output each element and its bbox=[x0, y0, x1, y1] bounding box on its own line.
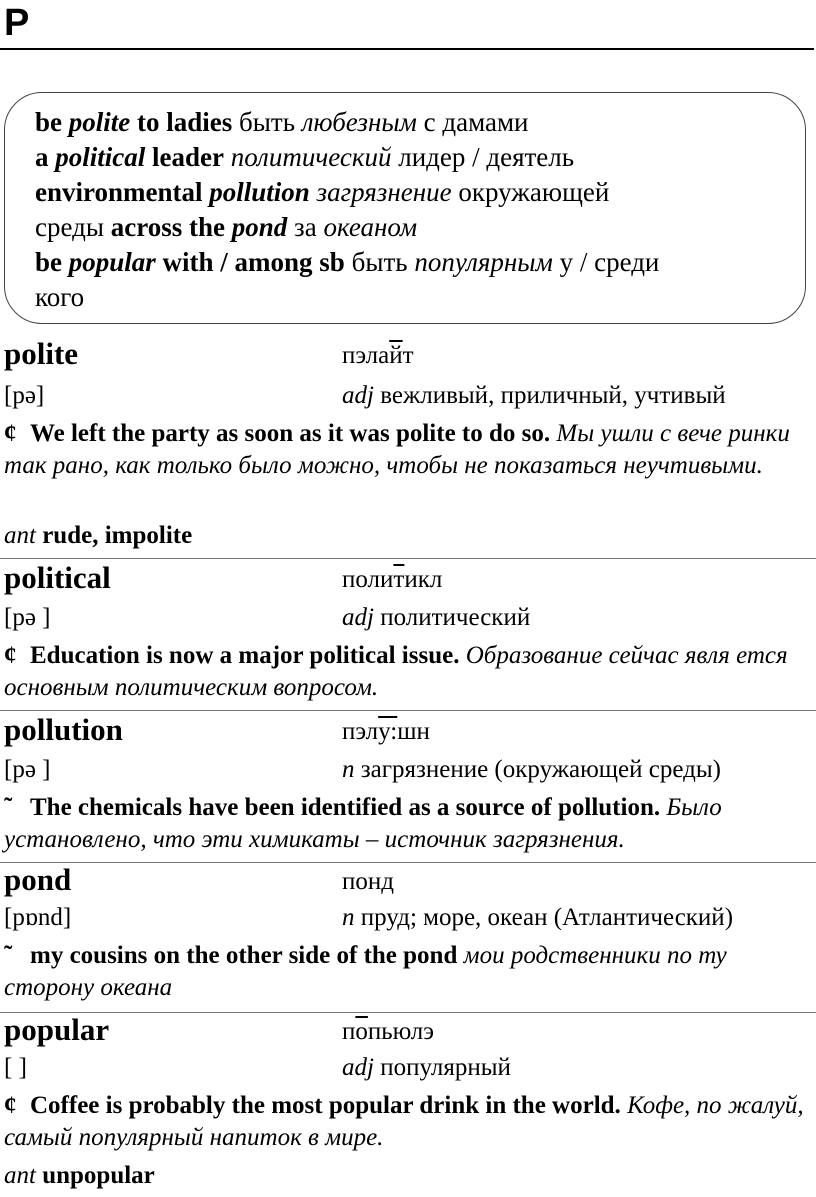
antonyms bbox=[4, 1162, 155, 1190]
example-bullet-icon: ¢ bbox=[4, 642, 17, 669]
example-ru: Образование сейчас явля ется основным политическим вопросом. bbox=[4, 642, 788, 701]
text-run: у: bbox=[378, 718, 398, 745]
text-run: с дамами bbox=[416, 107, 529, 137]
gloss-text: вежливый, приличный, учтивый bbox=[373, 382, 726, 409]
text-run: popular bbox=[68, 247, 156, 277]
text-run bbox=[310, 177, 317, 207]
text-run: шн bbox=[397, 718, 430, 745]
example bbox=[4, 1090, 804, 1154]
text-run: pond bbox=[231, 212, 288, 242]
text-run: political bbox=[55, 142, 146, 172]
gloss-text: пруд; море, океан (Атлантический) bbox=[354, 904, 734, 931]
text-run: environmental bbox=[35, 177, 210, 207]
headword: popular bbox=[4, 1012, 110, 1047]
part-of-speech: n bbox=[342, 756, 355, 783]
text-run: with / among sb bbox=[155, 247, 345, 277]
text-run: across the bbox=[110, 212, 232, 242]
example bbox=[4, 792, 804, 856]
example-en: Coffee is probably the most popular drink in the world. bbox=[30, 1092, 621, 1119]
headword: pollution bbox=[4, 712, 123, 747]
russian-pronunciation bbox=[342, 566, 442, 594]
transcription: [ ] bbox=[4, 1054, 27, 1081]
text-run: pollution bbox=[209, 177, 310, 207]
text-run: пьюлэ bbox=[367, 1018, 434, 1045]
entry-divider bbox=[0, 1012, 816, 1013]
ant-label: ant bbox=[4, 1162, 36, 1189]
text-run: й bbox=[389, 342, 403, 369]
example bbox=[4, 418, 804, 482]
text-run: за bbox=[287, 212, 324, 242]
text-run: понд bbox=[342, 868, 394, 895]
example-en: Education is now a major political issue. bbox=[30, 642, 460, 669]
headword: political bbox=[4, 560, 111, 595]
text-run: лидер / деятель bbox=[391, 142, 575, 172]
phrase-line bbox=[35, 142, 574, 172]
russian-pronunciation bbox=[342, 868, 394, 896]
part-of-speech: adj bbox=[342, 1054, 374, 1081]
text-run: быть bbox=[232, 107, 302, 137]
translation bbox=[342, 904, 733, 932]
text-run: a bbox=[35, 142, 56, 172]
gloss-text: загрязнение (окружающей среды) bbox=[354, 756, 721, 783]
translation bbox=[342, 756, 721, 784]
text-run: окружающей bbox=[451, 177, 610, 207]
example bbox=[4, 640, 804, 704]
text-run: у / среди bbox=[552, 247, 660, 277]
gloss-text: популярный bbox=[373, 1054, 511, 1081]
translation bbox=[342, 604, 530, 632]
example bbox=[4, 940, 804, 1004]
entry-divider bbox=[0, 862, 816, 863]
example-bullet-icon: ˜ bbox=[4, 794, 13, 821]
text-run: be bbox=[35, 107, 69, 137]
text-run: загрязнение bbox=[316, 177, 452, 207]
translation bbox=[342, 1054, 511, 1082]
example-en: We left the party as soon as it was polite to do so. bbox=[30, 420, 551, 447]
example-en: The chemicals have been identified as a source of pollution. bbox=[30, 794, 661, 821]
text-run: поли bbox=[342, 566, 394, 593]
phrase-line bbox=[35, 107, 529, 137]
transcription: [pə] bbox=[4, 382, 45, 409]
ant-words: rude, impolite bbox=[35, 522, 193, 549]
part-of-speech: adj bbox=[342, 604, 374, 631]
part-of-speech: n bbox=[342, 904, 355, 931]
transcription: [pə ] bbox=[4, 756, 51, 783]
section-letter: P bbox=[4, 2, 30, 44]
text-run: to ladies bbox=[130, 107, 233, 137]
russian-pronunciation bbox=[342, 1018, 434, 1046]
text-run: пэла bbox=[342, 342, 390, 369]
ant-label: ant bbox=[4, 522, 36, 549]
example-bullet-icon: ¢ bbox=[4, 420, 17, 447]
example-ru: мои родственники по ту сторону океана bbox=[4, 942, 727, 1001]
russian-pronunciation bbox=[342, 718, 430, 746]
antonyms bbox=[4, 522, 192, 550]
text-run: любезным bbox=[301, 107, 417, 137]
text-run bbox=[224, 142, 231, 172]
example-en: my cousins on the other side of the pond bbox=[30, 942, 458, 969]
text-run: популярным bbox=[414, 247, 553, 277]
entry-divider bbox=[0, 710, 816, 711]
example-bullet-icon: ˜ bbox=[4, 942, 13, 969]
headword: pond bbox=[4, 862, 72, 897]
text-run: п bbox=[342, 1018, 356, 1045]
example-bullet-icon: ¢ bbox=[4, 1092, 17, 1119]
ant-words: unpopular bbox=[35, 1162, 155, 1189]
phrase-line bbox=[35, 212, 417, 242]
phrase-line bbox=[35, 247, 659, 277]
text-run: т bbox=[393, 566, 405, 593]
headword: polite bbox=[4, 336, 79, 371]
phrase-line bbox=[35, 282, 84, 312]
example-ru: Было установлено, что эти химикаты – источник загрязнения. bbox=[4, 794, 722, 853]
transcription: [pə ] bbox=[4, 604, 51, 631]
text-run: пэл bbox=[342, 718, 379, 745]
phrase-box bbox=[4, 92, 806, 324]
example-ru: Мы ушли с вече ринки так рано, как только было можно, чтобы не показаться неучтивыми. bbox=[4, 420, 790, 479]
text-run: политический bbox=[230, 142, 392, 172]
text-run: океаном bbox=[323, 212, 418, 242]
translation bbox=[342, 382, 726, 410]
part-of-speech: adj bbox=[342, 382, 374, 409]
example-ru: Кофе, по жалуй, самый популярный напиток в мире. bbox=[4, 1092, 804, 1151]
text-run: polite bbox=[68, 107, 131, 137]
text-run: быть bbox=[344, 247, 415, 277]
text-run: be bbox=[35, 247, 69, 277]
phrase-line bbox=[35, 177, 609, 207]
text-run: leader bbox=[145, 142, 224, 172]
text-run: среды bbox=[35, 212, 111, 242]
transcription: [pɒnd] bbox=[4, 904, 72, 931]
text-run: о bbox=[355, 1018, 368, 1045]
text-run: кого bbox=[35, 282, 85, 312]
header-divider bbox=[0, 48, 814, 50]
gloss-text: политический bbox=[373, 604, 531, 631]
entry-divider bbox=[0, 558, 816, 559]
text-run: икл bbox=[404, 566, 443, 593]
text-run: т bbox=[402, 342, 414, 369]
russian-pronunciation bbox=[342, 342, 414, 370]
